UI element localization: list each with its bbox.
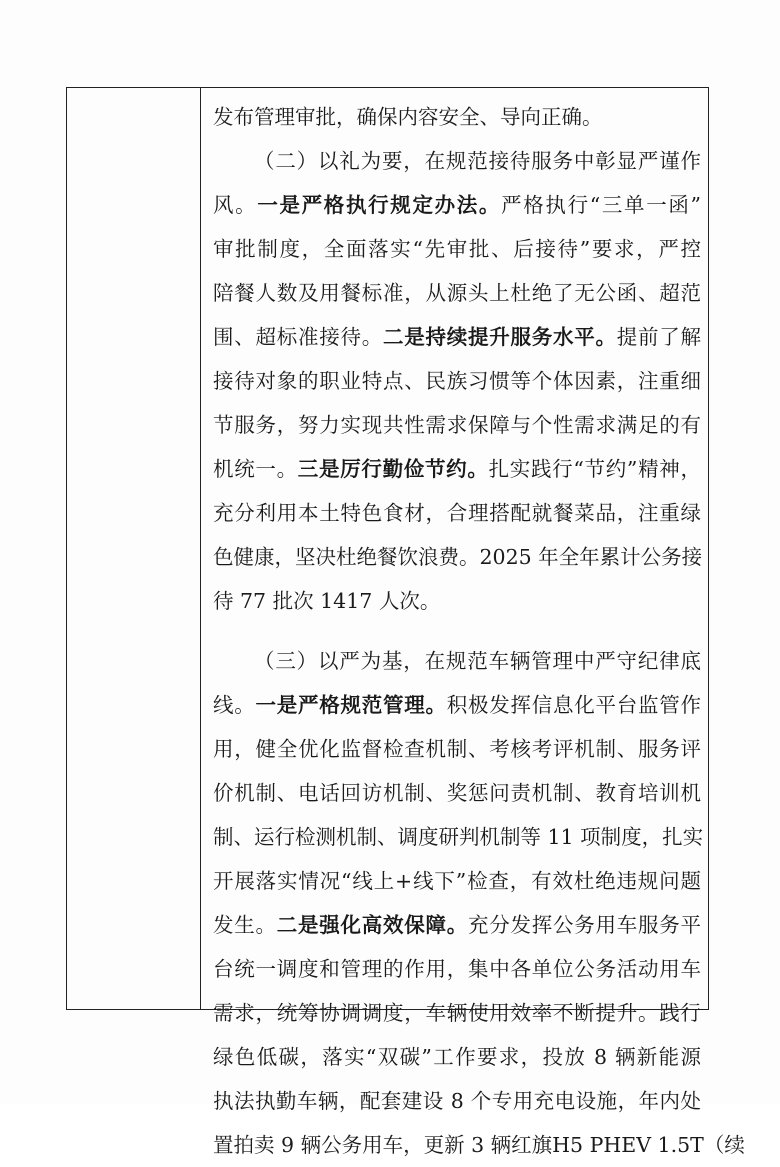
text-line xyxy=(213,903,701,947)
text-run: 置拍卖 9 辆公务用车，更新 3 辆红旗H5 PHEV 1.5T（续 xyxy=(213,1133,745,1157)
text-run: 待 77 批次 1417 人次。 xyxy=(213,589,441,613)
text-line xyxy=(213,535,701,579)
text-line xyxy=(213,315,701,359)
text-run: 绿色低碳，落实“双碳”工作要求，投放 8 辆新能源 xyxy=(213,1045,701,1069)
text-run: 充分发挥公务用车服务平 xyxy=(468,913,701,937)
text-run: 充分利用本土特色食材，合理搭配就餐菜品，注重绿 xyxy=(213,501,701,525)
text-run: 陪餐人数及用餐标准，从源头上杜绝了无公函、超范 xyxy=(213,281,701,305)
text-run: 审批制度，全面落实“先审批、后接待”要求，严控 xyxy=(213,237,701,261)
text-line xyxy=(213,579,701,623)
text-line xyxy=(213,139,701,183)
text-line xyxy=(213,1035,701,1079)
text-run: 制、运行检测机制、调度研判机制等 11 项制度，扎实 xyxy=(213,825,704,849)
text-line xyxy=(213,771,701,815)
text-line xyxy=(213,403,701,447)
text-line xyxy=(213,447,701,491)
text-run: 发生。 xyxy=(213,913,277,937)
text-line xyxy=(213,947,701,991)
text-run: 节服务，努力实现共性需求保障与个性需求满足的有 xyxy=(213,413,701,437)
bold-keyphrase: 二是持续提升服务水平。 xyxy=(383,325,617,349)
text-line xyxy=(213,991,701,1035)
text-line xyxy=(213,183,701,227)
text-run: 风。 xyxy=(213,193,258,217)
table-column-divider xyxy=(200,87,201,1010)
text-run: 线。 xyxy=(213,693,256,717)
text-run: 执法执勤车辆，配套建设 8 个专用充电设施，年内处 xyxy=(213,1089,701,1113)
text-line xyxy=(213,1079,701,1123)
text-line xyxy=(213,727,701,771)
bold-keyphrase: 一是严格规范管理。 xyxy=(255,693,447,717)
text-line xyxy=(213,859,701,903)
text-line xyxy=(213,359,701,403)
text-run: 严格执行“三单一函” xyxy=(501,193,701,217)
text-line xyxy=(213,271,701,315)
text-run: 发布管理审批，确保内容安全、导向正确。 xyxy=(213,105,603,129)
text-line xyxy=(213,639,701,683)
text-run: （二）以礼为要，在规范接待服务中彰显严谨作 xyxy=(254,149,701,173)
text-run: 围、超标准接待。 xyxy=(213,325,383,349)
text-line xyxy=(213,1123,745,1167)
text-line xyxy=(213,491,701,535)
text-line xyxy=(213,227,701,271)
empty-left-cell xyxy=(67,88,200,1008)
text-run: 色健康，坚决杜绝餐饮浪费。2025 年全年累计公务接 xyxy=(213,545,703,569)
text-run: 积极发挥信息化平台监管作 xyxy=(446,693,701,717)
text-line xyxy=(213,683,701,727)
text-run: 接待对象的职业特点、民族习惯等个体因素，注重细 xyxy=(213,369,701,393)
text-line xyxy=(213,815,704,859)
text-run: 开展落实情况“线上+线下”检查，有效杜绝违规问题 xyxy=(213,869,701,893)
bold-keyphrase: 一是严格执行规定办法。 xyxy=(257,193,502,217)
text-run: 扎实践行“节约”精神， xyxy=(488,457,702,481)
text-run: 用，健全优化监督检查机制、考核考评机制、服务评 xyxy=(213,737,701,761)
bold-keyphrase: 三是厉行勤俭节约。 xyxy=(297,457,489,481)
text-run: 需求，统筹协调调度，车辆使用效率不断提升。践行 xyxy=(213,1001,701,1025)
bold-keyphrase: 二是强化高效保障。 xyxy=(276,913,468,937)
text-run: 台统一调度和管理的作用，集中各单位公务活动用车 xyxy=(213,957,701,981)
text-run: （三）以严为基，在规范车辆管理中严守纪律底 xyxy=(254,649,701,673)
text-run: 提前了解 xyxy=(616,325,701,349)
text-run: 机统一。 xyxy=(213,457,298,481)
text-line xyxy=(213,95,701,139)
text-run: 价机制、电话回访机制、奖惩问责机制、教育培训机 xyxy=(213,781,701,805)
